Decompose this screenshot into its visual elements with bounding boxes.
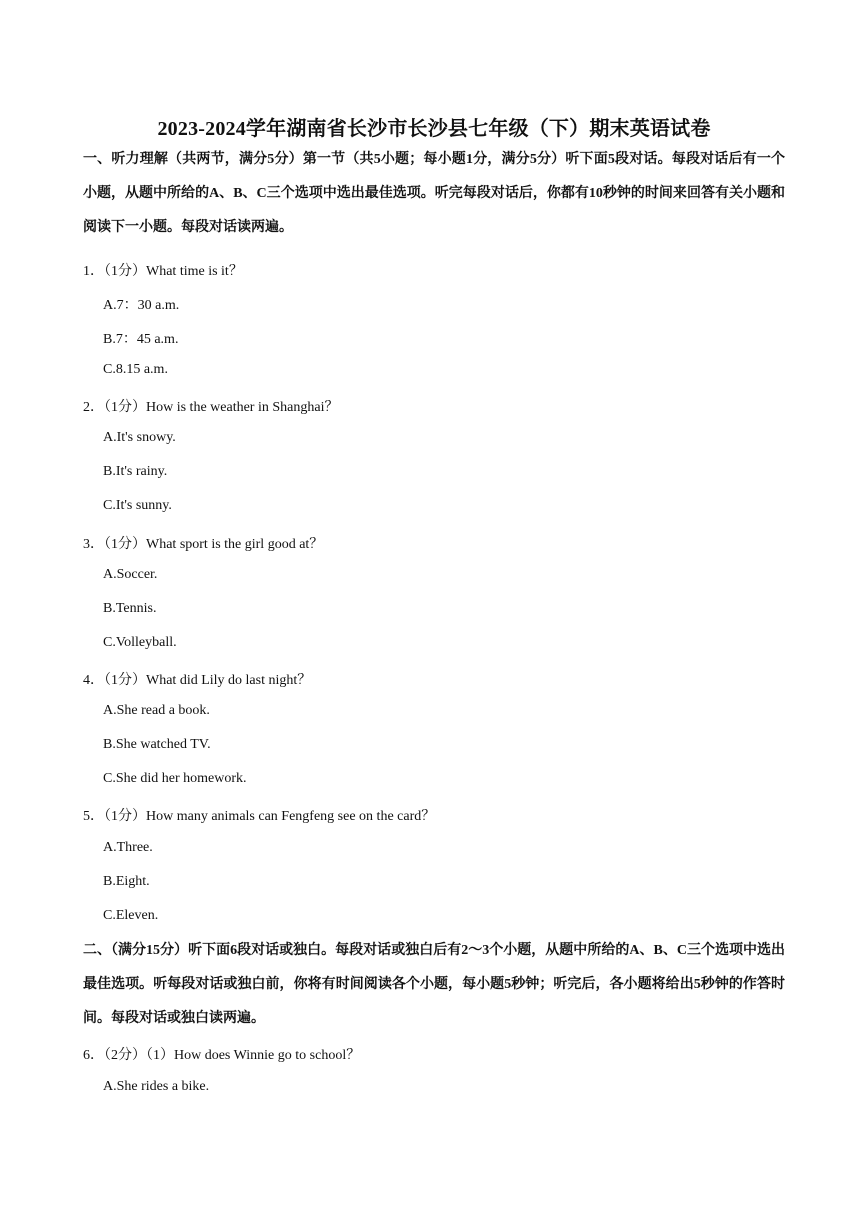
page-title: 2023-2024学年湖南省长沙市长沙县七年级（下）期末英语试卷 [157, 118, 711, 140]
question-1-option-a: A.7：30 a.m. [103, 298, 180, 313]
question-3-option-b: B.Tennis. [103, 601, 157, 616]
question-5-option-a: A.Three. [103, 840, 153, 855]
question-5-stem: 5．（1分）How many animals can Fengfeng see on the card？ [83, 809, 436, 824]
question-1-option-b: B.7：45 a.m. [103, 332, 179, 347]
question-3-option-c: C.Volleyball. [103, 635, 177, 650]
question-2-stem: 2．（1分）How is the weather in Shanghai？ [83, 400, 339, 415]
question-2-option-b: B.It's rainy. [103, 464, 168, 479]
question-1-stem: 1．（1分）What time is it？ [83, 264, 243, 279]
question-5-option-c: C.Eleven. [103, 908, 159, 923]
question-1-option-c: C.8.15 a.m. [103, 362, 168, 377]
question-4-option-b: B.She watched TV. [103, 737, 211, 752]
question-6-stem: 6．（2分）（1）How does Winnie go to school？ [83, 1048, 361, 1063]
question-4-option-c: C.She did her homework. [103, 771, 247, 786]
question-4-stem: 4．（1分）What did Lily do last night？ [83, 673, 312, 688]
question-3-option-a: A.Soccer. [103, 567, 158, 582]
question-2-option-a: A.It's snowy. [103, 430, 176, 445]
question-5-option-b: B.Eight. [103, 874, 150, 889]
section-2-instructions: 二、（满分15分）听下面6段对话或独白。每段对话或独白后有2～3个小题，从题中所给的A、B、C三个选项中选出最佳选项。听每段对话或独白前，你将有时间阅读各个小题，每小题5秒钟；听完后，各小题将给出5秒钟的作答时间。每段对话或独白读两遍。 [83, 943, 785, 1026]
question-6-option-a: A.She rides a bike. [103, 1079, 210, 1094]
section-1-instructions: 一、听力理解（共两节，满分5分）第一节（共5小题；每小题1分，满分5分）听下面5段对话。每段对话后有一个小题，从题中所给的A、B、C三个选项中选出最佳选项。听完每段对话后，你都有10秒钟的时间来回答有关小题和阅读下一小题。每段对话读两遍。 [83, 152, 785, 235]
question-3-stem: 3．（1分）What sport is the girl good at？ [83, 537, 324, 552]
question-4-option-a: A.She read a book. [103, 703, 210, 718]
question-2-option-c: C.It's sunny. [103, 498, 172, 513]
